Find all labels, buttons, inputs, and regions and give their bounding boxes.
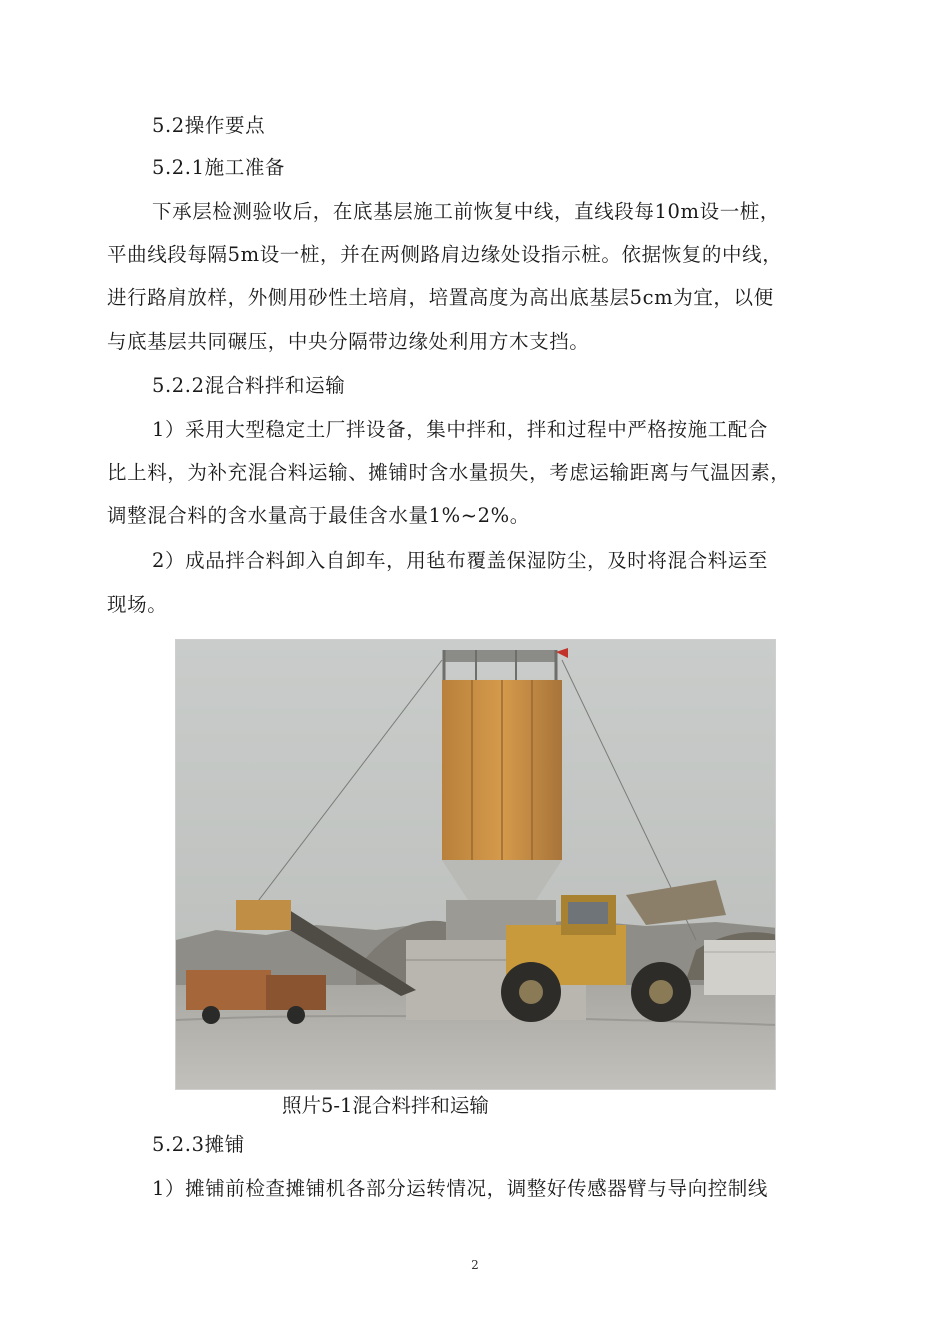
paragraph-line: 1）摊铺前检查摊铺机各部分运转情况，调整好传感器臂与导向控制线 [152,1177,769,1200]
section-heading-5-2-3: 5.2.3摊铺 [152,1133,245,1156]
paragraph-line: 2）成品拌合料卸入自卸车，用毡布覆盖保湿防尘，及时将混合料运至 [152,549,769,572]
paragraph-line: 平曲线段每隔5m设一桩，并在两侧路肩边缘处设指示桩。依据恢复的中线， [107,243,783,266]
mixing-plant-photo [175,639,776,1090]
page-number: 2 [471,1258,479,1272]
section-heading-5-2-1: 5.2.1施工准备 [152,156,286,179]
paragraph-line: 进行路肩放样，外侧用砂性土培肩，培置高度为高出底基层5cm为宜，以便 [107,286,774,309]
paragraph-line: 现场。 [107,593,168,616]
paragraph-line: 1）采用大型稳定土厂拌设备，集中拌和，拌和过程中严格按施工配合 [152,418,769,441]
photo-caption: 照片5-1混合料拌和运输 [282,1094,489,1117]
paragraph-line: 比上料，为补充混合料运输、摊铺时含水量损失，考虑运输距离与气温因素， [107,461,791,484]
section-heading-5-2: 5.2操作要点 [152,114,266,137]
section-heading-5-2-2: 5.2.2混合料拌和运输 [152,374,346,397]
paragraph-line: 与底基层共同碾压，中央分隔带边缘处利用方木支挡。 [107,330,590,353]
mixing-plant-illustration [176,640,776,1090]
paragraph-line: 下承层检测验收后，在底基层施工前恢复中线，直线段每10m设一桩， [152,200,781,223]
paragraph-line: 调整混合料的含水量高于最佳含水量1%~2%。 [107,504,530,527]
